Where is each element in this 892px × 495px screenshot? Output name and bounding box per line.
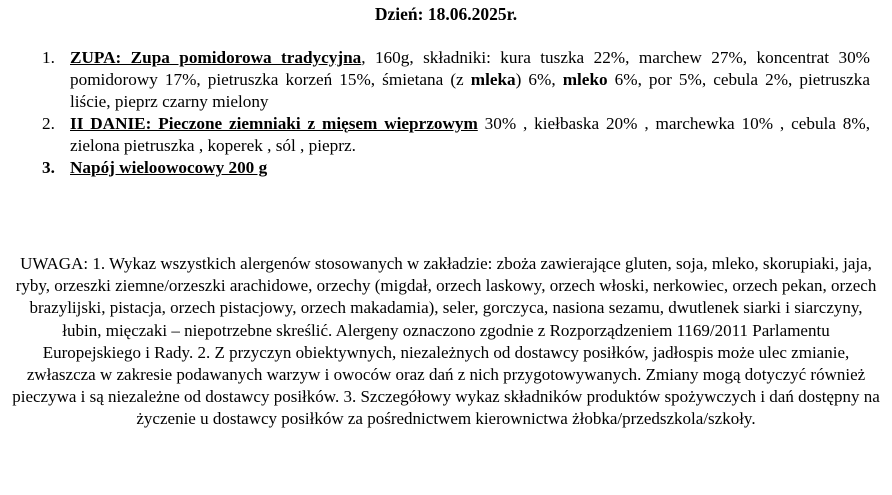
drink-heading: Napój wieloowocowy 200 g [70,158,268,177]
soup-heading: ZUPA: Zupa pomidorowa tradycyjna [70,48,362,67]
soup-ingredients-2: ) 6%, [515,70,563,89]
main-course-heading: II DANIE: Pieczone ziemniaki z mięsem wieprzowym [70,114,478,133]
main-course-ingredients: 30% , kiełbaska 20% , marchewka 10% , cebula 8%, zielona pietruszka , koperek , sól , pieprz. [70,114,871,155]
menu-item-drink [42,157,870,179]
menu-date-title: Dzień: 18.06.2025r. [374,4,518,24]
menu-item-soup [42,47,871,113]
menu-item-main-course [42,113,871,157]
allergen-milk: mleko [562,70,608,89]
menu-item-number: 3. [42,158,55,177]
allergen-notice: UWAGA: 1. Wykaz wszystkich alergenów stosowanych w zakładzie: zboża zawierające gluten, soja, mleko, skorupiaki, jaja, ryby, orzeszki ziemne/orzeszki arachidowe, orzechy (migdał, orzech laskowy, orzech włoski, nerkowiec, orzech pekan, orzech brazylijski, pistacja, orzech pistacjowy, orzech makadamia), seler, gorczyca, nasiona sezamu, dwutlenek siarki i siarczyny, łubin, mięczaki – niepotrzebne skreślić. Alergeny oznaczono zgodnie z Rozporządzeniem 1169/2011 Parlamentu Europejskiego i Rady. 2. Z przyczyn obiektywnych, niezależnych od dostawcy posiłków, jadłospis może ulec zmianie, zwłaszcza w zakresie podawanych warzyw i owoców oraz dań z nich przygotowywanych. Zmiany mogą dotyczyć również pieczywa i są niezależne od dostawcy posiłków. 3. Szczegółowy wykaz składników produktów spożywczych i dań dostępny na życzenie u dostawcy posiłków za pośrednictwem kierownictwa żłobka/przedszkola/szkoły. [12,254,880,429]
soup-ingredients-1: , 160g, składniki: kura tuszka 22%, marchew 27%, koncentrat 30% pomidorowy 17%, pietruszka korzeń 15%, śmietana (z [70,48,870,89]
menu-list [42,47,871,179]
menu-item-number: 2. [42,114,55,133]
menu-item-number: 1. [42,48,55,67]
allergen-milk: mleka [470,70,516,89]
soup-ingredients-3: 6%, por 5%, cebula 2%, pietruszka liście, pieprz czarny mielony [70,70,871,111]
